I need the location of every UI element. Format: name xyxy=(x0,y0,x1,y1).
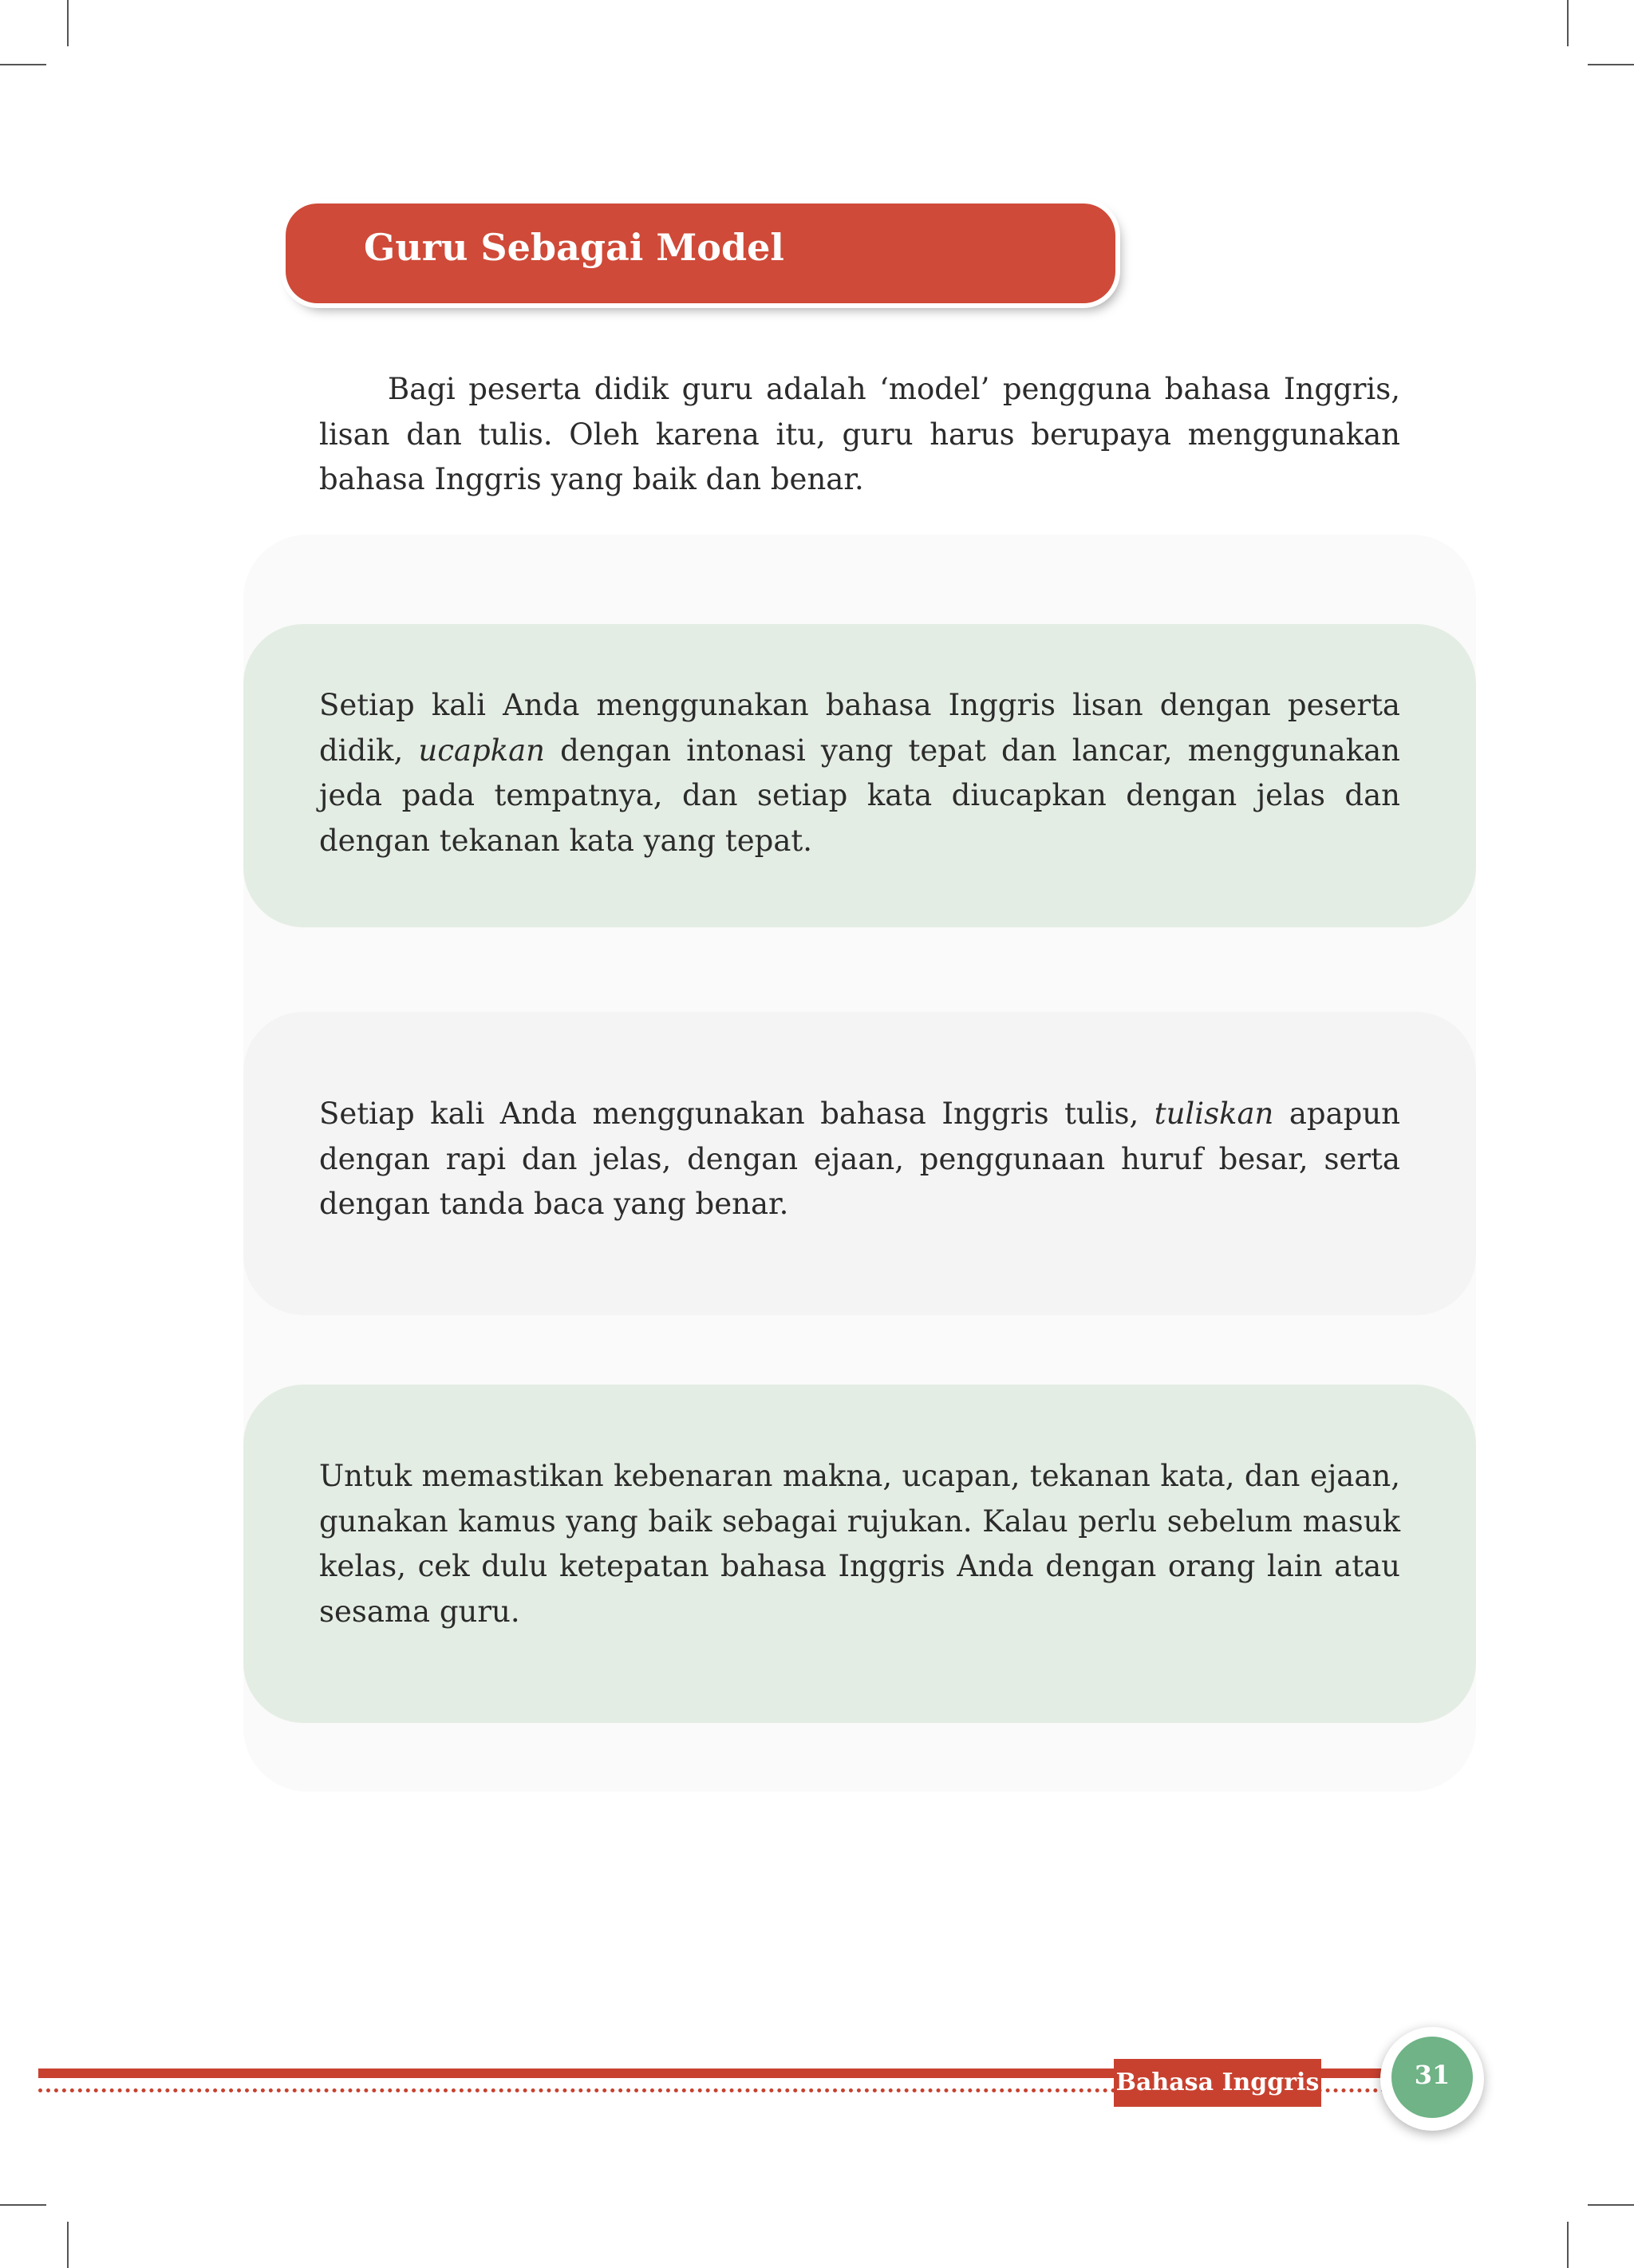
tip-written-after: apapun dengan rapi dan jelas, dengan ejaan, penggunaan huruf besar, serta dengan tanda baca yang benar. xyxy=(319,1096,1400,1221)
crop-mark xyxy=(0,2204,46,2206)
section-title-tab xyxy=(286,203,1115,303)
crop-mark xyxy=(67,2222,69,2268)
tip-spoken-after: dengan intonasi yang tepat dan lancar, menggunakan jeda pada tempatnya, dan setiap kata diucapkan dengan jelas dan dengan tekanan kata yang tepat. xyxy=(319,733,1401,858)
page-number: 31 xyxy=(1391,2037,1473,2118)
tip-dictionary-text: Untuk memastikan kebenaran makna, ucapan, tekanan kata, dan ejaan, gunakan kamus yang baik sebagai rujukan. Kalau perlu sebelum masuk kelas, cek dulu ketepatan bahasa Inggris Anda dengan orang lain atau sesama guru. xyxy=(319,1459,1400,1629)
tip-spoken-emphasis: ucapkan xyxy=(418,733,545,768)
tip-written-emphasis: tuliskan xyxy=(1154,1096,1274,1131)
crop-mark xyxy=(67,0,69,46)
crop-mark xyxy=(1567,2222,1569,2268)
crop-mark xyxy=(1588,64,1634,65)
tip-spoken-before: Setiap kali Anda menggunakan bahasa Inggris lisan dengan peserta didik, xyxy=(319,688,1400,768)
intro-paragraph: Bagi peserta didik guru adalah ‘model’ pengguna bahasa Inggris, lisan dan tulis. Oleh karena itu, guru harus berupaya menggunakan bahasa Inggris yang baik dan benar. xyxy=(319,372,1400,496)
page-number-badge xyxy=(1380,2027,1484,2131)
section-title: Guru Sebagai Model xyxy=(364,226,784,269)
tip-spoken-text xyxy=(319,683,1400,863)
crop-mark xyxy=(0,64,46,65)
crop-mark xyxy=(1567,0,1569,46)
tip-written-text xyxy=(319,1092,1400,1227)
footer-book-title: Bahasa Inggris xyxy=(1114,2059,1321,2107)
crop-mark xyxy=(1588,2204,1634,2206)
tip-written-before: Setiap kali Anda menggunakan bahasa Inggris tulis, xyxy=(319,1096,1154,1131)
